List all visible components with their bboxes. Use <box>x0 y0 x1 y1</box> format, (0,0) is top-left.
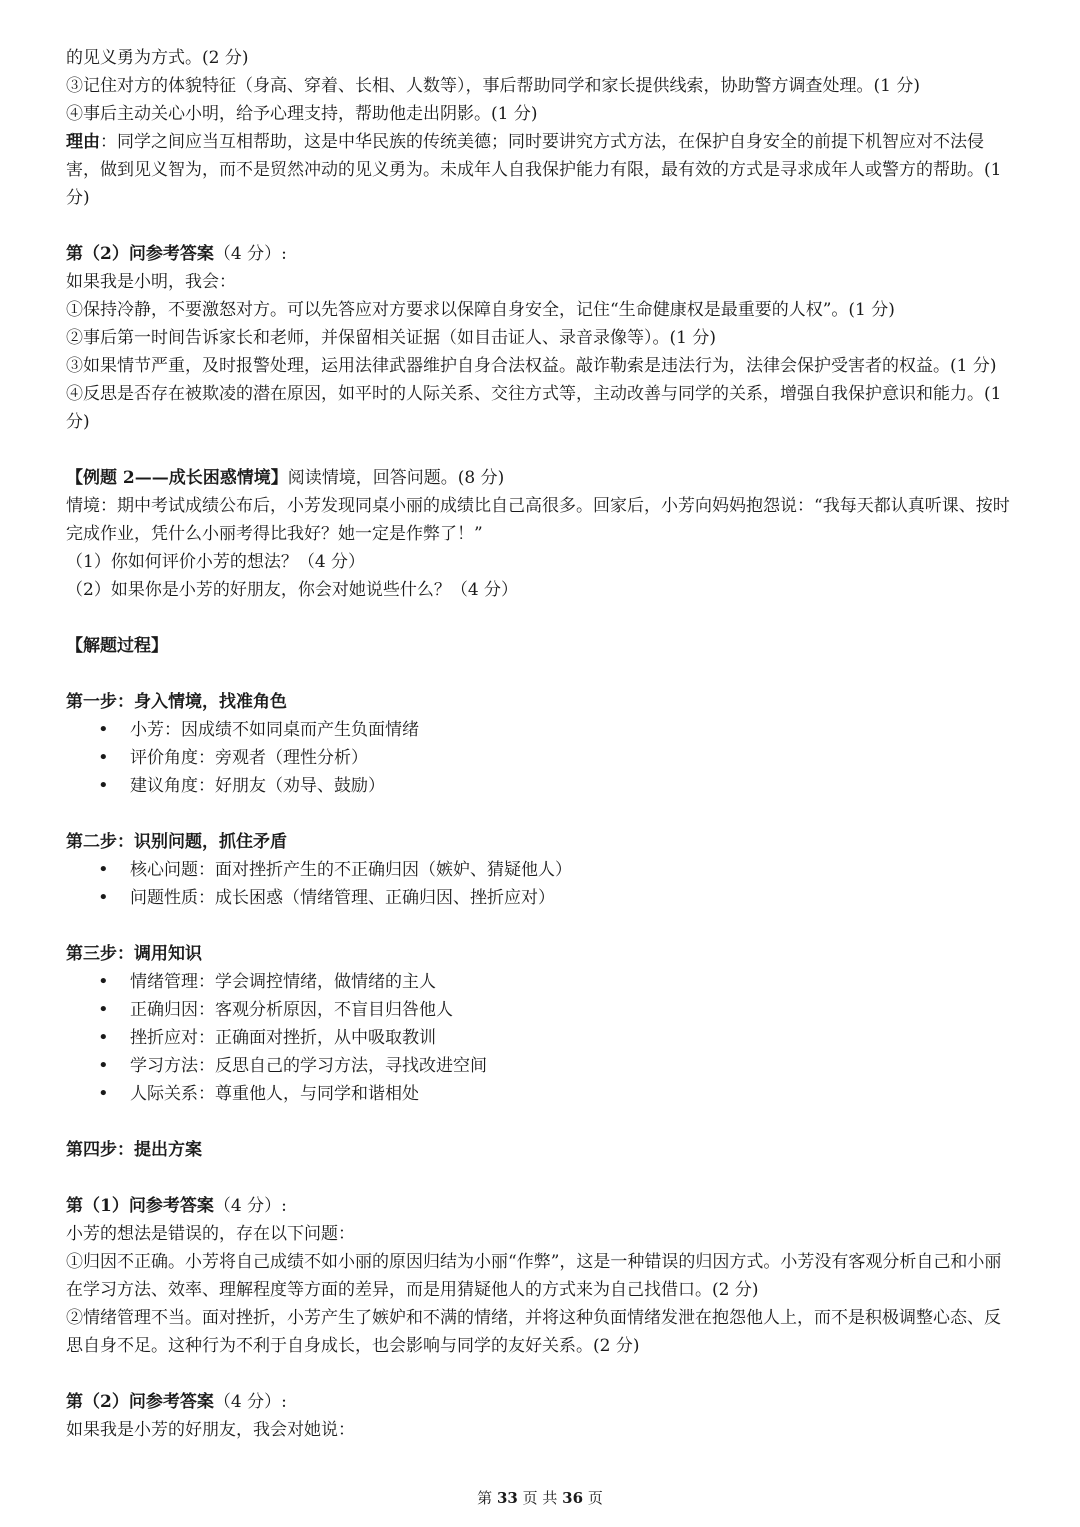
document-page <box>66 44 1016 1444</box>
list-item: • 人际关系：尊重他人，与同学和谐相处 <box>66 1080 1016 1108</box>
reason-paragraph <box>66 128 1016 212</box>
list-item: • 正确归因：客观分析原因，不盲目归咎他人 <box>66 996 1016 1024</box>
reason-label: 理由 <box>66 132 100 152</box>
scenario-text: 情境：期中考试成绩公布后，小芳发现同桌小丽的成绩比自己高很多。回家后，小芳向妈妈抱怨说：“我每天都认真听课、按时完成作业，凭什么小丽考得比我好？她一定是作弊了！” <box>66 496 1010 544</box>
step-list <box>66 716 1016 800</box>
answer-heading: 第（2）问参考答案（4 分）: <box>66 1392 287 1412</box>
page-footer: 第 33 页 共 36 页 <box>477 1489 603 1507</box>
page-number: 33 <box>496 1489 518 1507</box>
list-item: • 学习方法：反思自己的学习方法，寻找改进空间 <box>66 1052 1016 1080</box>
paragraph: 如果我是小芳的好朋友，我会对她说： <box>66 1420 355 1440</box>
page-total: 36 <box>562 1489 584 1507</box>
list-item: • 建议角度：好朋友（劝导、鼓励） <box>66 772 1016 800</box>
answer-item: ②情绪管理不当。面对挫折，小芳产生了嫉妒和不满的情绪，并将这种负面情绪发泄在抱怨他人上，而不是积极调整心态、反思自身不足。这种行为不利于自身成长，也会影响与同学的友好关系。(2 分) <box>66 1308 1001 1356</box>
step-list <box>66 856 1016 912</box>
list-item: • 问题性质：成长困惑（情绪管理、正确归因、挫折应对） <box>66 884 1016 912</box>
question-2: （2）如果你是小芳的好朋友，你会对她说些什么？（4 分） <box>66 580 519 600</box>
step-heading: 第三步：调用知识 <box>66 944 202 964</box>
answer-heading: 第（2）问参考答案（4 分）: <box>66 244 287 264</box>
list-item: • 情绪管理：学会调控情绪，做情绪的主人 <box>66 968 1016 996</box>
process-title: 【解题过程】 <box>66 636 168 656</box>
paragraph: ③记住对方的体貌特征（身高、穿着、长相、人数等），事后帮助同学和家长提供线索，协助警方调查处理。(1 分) <box>66 76 920 96</box>
question-1: （1）你如何评价小芳的想法？（4 分） <box>66 552 366 572</box>
step-heading: 第一步：身入情境，找准角色 <box>66 692 287 712</box>
answer-item: ④反思是否存在被欺凌的潜在原因，如平时的人际关系、交往方式等，主动改善与同学的关系，增强自我保护意识和能力。(1 分) <box>66 384 1002 432</box>
paragraph: 如果我是小明，我会： <box>66 272 236 292</box>
list-item: • 小芳：因成绩不如同桌而产生负面情绪 <box>66 716 1016 744</box>
answer-item: ②事后第一时间告诉家长和老师，并保留相关证据（如目击证人、录音录像等）。(1 分) <box>66 328 716 348</box>
list-item: • 核心问题：面对挫折产生的不正确归因（嫉妒、猜疑他人） <box>66 856 1016 884</box>
paragraph: 的见义勇为方式。(2 分) <box>66 48 249 68</box>
answer-item: ①归因不正确。小芳将自己成绩不如小丽的原因归结为小丽“作弊”，这是一种错误的归因方式。小芳没有客观分析自己和小丽在学习方法、效率、理解程度等方面的差异，而是用猜疑他人的方式来为自己找借口。(2 分) <box>66 1252 1002 1300</box>
list-item: • 评价角度：旁观者（理性分析） <box>66 744 1016 772</box>
paragraph: ④事后主动关心小明，给予心理支持，帮助他走出阴影。(1 分) <box>66 104 538 124</box>
step-heading: 第二步：识别问题，抓住矛盾 <box>66 832 287 852</box>
reason-text: ：同学之间应当互相帮助，这是中华民族的传统美德；同时要讲究方式方法，在保护自身安全的前提下机智应对不法侵害，做到见义智为，而不是贸然冲动的见义勇为。未成年人自我保护能力有限，最有效的方式是寻求成年人或警方的帮助。(1 分) <box>66 132 1002 208</box>
answer-heading: 第（1）问参考答案（4 分）: <box>66 1196 287 1216</box>
step-heading: 第四步：提出方案 <box>66 1140 202 1160</box>
answer-item: ③如果情节严重，及时报警处理，运用法律武器维护自身合法权益。敲诈勒索是违法行为，法律会保护受害者的权益。(1 分) <box>66 356 997 376</box>
list-item: • 挫折应对：正确面对挫折，从中吸取教训 <box>66 1024 1016 1052</box>
paragraph: 小芳的想法是错误的，存在以下问题： <box>66 1224 355 1244</box>
step-list <box>66 968 1016 1108</box>
example-title: 【例题 2——成长困惑情境】阅读情境，回答问题。(8 分) <box>66 468 505 488</box>
answer-item: ①保持冷静，不要激怒对方。可以先答应对方要求以保障自身安全，记住“生命健康权是最重要的人权”。(1 分) <box>66 300 895 320</box>
